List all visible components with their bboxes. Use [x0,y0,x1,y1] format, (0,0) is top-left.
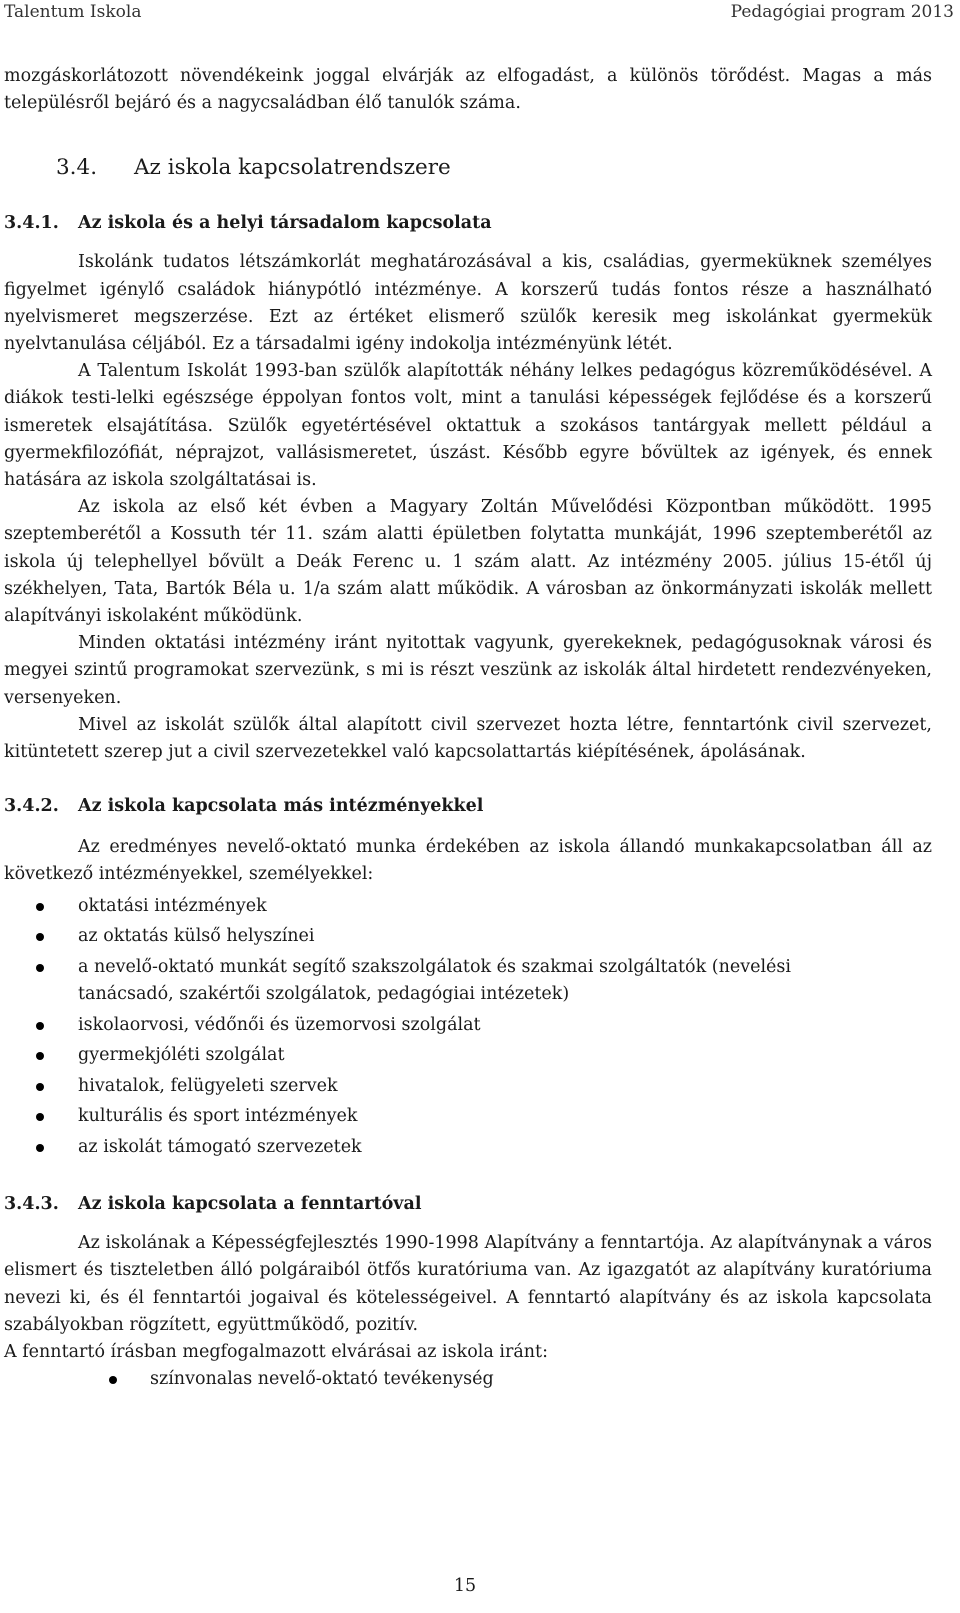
subsection-number: 3.4.2. [4,796,59,817]
header-school-name: Talentum Iskola [4,2,142,22]
list-item: a nevelő-oktató munkát segítő szakszolgálatok és szakmai szolgáltatók (nevelési tanácsadó, szakértői szolgálatok, pedagógiai intézetek) [4,954,932,1008]
section-heading [4,153,932,183]
list-item: iskolaorvosi, védőnői és üzemorvosi szolgálat [4,1012,932,1039]
list-item: az iskolát támogató szervezetek [4,1134,932,1161]
subsection-heading-2 [4,792,932,820]
subsection-title: Az iskola kapcsolata más intézményekkel [78,796,484,817]
section-number: 3.4. [56,155,98,181]
subsection-title: Az iskola kapcsolata a fenntartóval [78,1194,422,1215]
page-number: 15 [453,1576,477,1596]
intro-paragraph: mozgáskorlátozott növendékeink joggal elvárják az elfogadást, a különös törődést. Magas a más településről bejáró és a nagycsaládban élő tanulók száma. [4,66,932,114]
paragraph: Az eredményes nevelő-oktató munka érdekében az iskola állandó munkakapcsolatban áll az következő intézményekkel, személyekkel: [4,837,932,885]
paragraph: Az iskola az első két évben a Magyary Zoltán Művelődési Központban működött. 1995 szeptemberétől a Kossuth tér 11. szám alatti épületben folytatta munkáját, 1996 szeptemberétől az iskola új telephellyel bővült a Deák Ferenc u. 1 szám alatt. Az intézmény 2005. július 15-étől új székhelyen, Tata, Bartók Béla u. 1/a szám alatt működik. A városban az önkormányzati iskolák mellett alapítványi iskolaként működünk. [4,497,932,627]
paragraph: Az iskolának a Képességfejlesztés 1990-1998 Alapítvány a fenntartója. Az alapítványnak a város elismert és tiszteletben álló polgáraiból ötfős kuratóriuma van. Az igazgatót az alapítvány kuratóriuma nevezi ki, és él fenntartói jogaival és kötelességeivel. A fenntartó alapítvány és az iskola kapcsolata szabályokban rögzített, együttműködő, pozitív. [4,1233,932,1335]
header-document-title: Pedagógiai program 2013 [730,2,954,22]
subsection-title: Az iskola és a helyi társadalom kapcsolata [78,213,492,234]
list-item: az oktatás külső helyszínei [4,923,932,950]
bullet-list-expectations [4,1366,932,1393]
list-item: oktatási intézmények [4,893,932,920]
paragraph: Iskolánk tudatos létszámkorlát meghatározásával a kis, családias, gyermeküknek személyes figyelmet igénylő családok hiánypótló intézménye. A korszerű tudás fontos része a használható nyelvismeret megszerzése. Ezt az értéket elismerő szülők keresik meg iskolánkat gyermekük nyelvtanulása céljából. Ez a társadalmi igény indokolja intézményünk létét. [4,252,932,355]
subsection-heading-3 [4,1190,932,1218]
paragraph: Mivel az iskolát szülők által alapított civil szervezet hozta létre, fenntartónk civil szervezet, kitüntetett szerep jut a civil szervezetekkel való kapcsolattartás kiépítésének, ápolásának. [4,714,932,763]
subsection-heading-1 [4,209,932,237]
list-item: hivatalok, felügyeleti szervek [4,1073,932,1100]
page-content [4,63,932,1397]
subsection-number: 3.4.1. [4,213,59,234]
paragraph: A Talentum Iskolát 1993-ban szülők alapították néhány lelkes pedagógus közreműködésével. A diákok testi-lelki egészsége éppolyan fontos volt, mint a tanulási képességek fejlődése és a korszerű ismeretek elsajátítása. Szülők egyetértésével oktattuk a szokásos tantárgyak mellett például a gyermekfilozófiát, néprajzot, vallásismeretet, úszást. Később egyre bővültek az igények, és ennek hatására az iskola szolgáltatásai is. [4,361,932,491]
expectations-label: A fenntartó írásban megfogalmazott elvárásai az iskola iránt: [4,1342,548,1363]
paragraph: Minden oktatási intézmény iránt nyitottak vagyunk, gyerekeknek, pedagógusoknak városi és megyei szintű programokat szervezünk, s mi is részt veszünk az iskolák által hirdetett rendezvényeken, versenyeken. [4,633,932,708]
bullet-list-institutions [4,893,932,1162]
list-item: kulturális és sport intézmények [4,1103,932,1130]
list-item: gyermekjóléti szolgálat [4,1042,932,1069]
list-item: színvonalas nevelő-oktató tevékenység [4,1366,932,1393]
section-title: Az iskola kapcsolatrendszere [134,155,451,181]
subsection-number: 3.4.3. [4,1194,59,1215]
